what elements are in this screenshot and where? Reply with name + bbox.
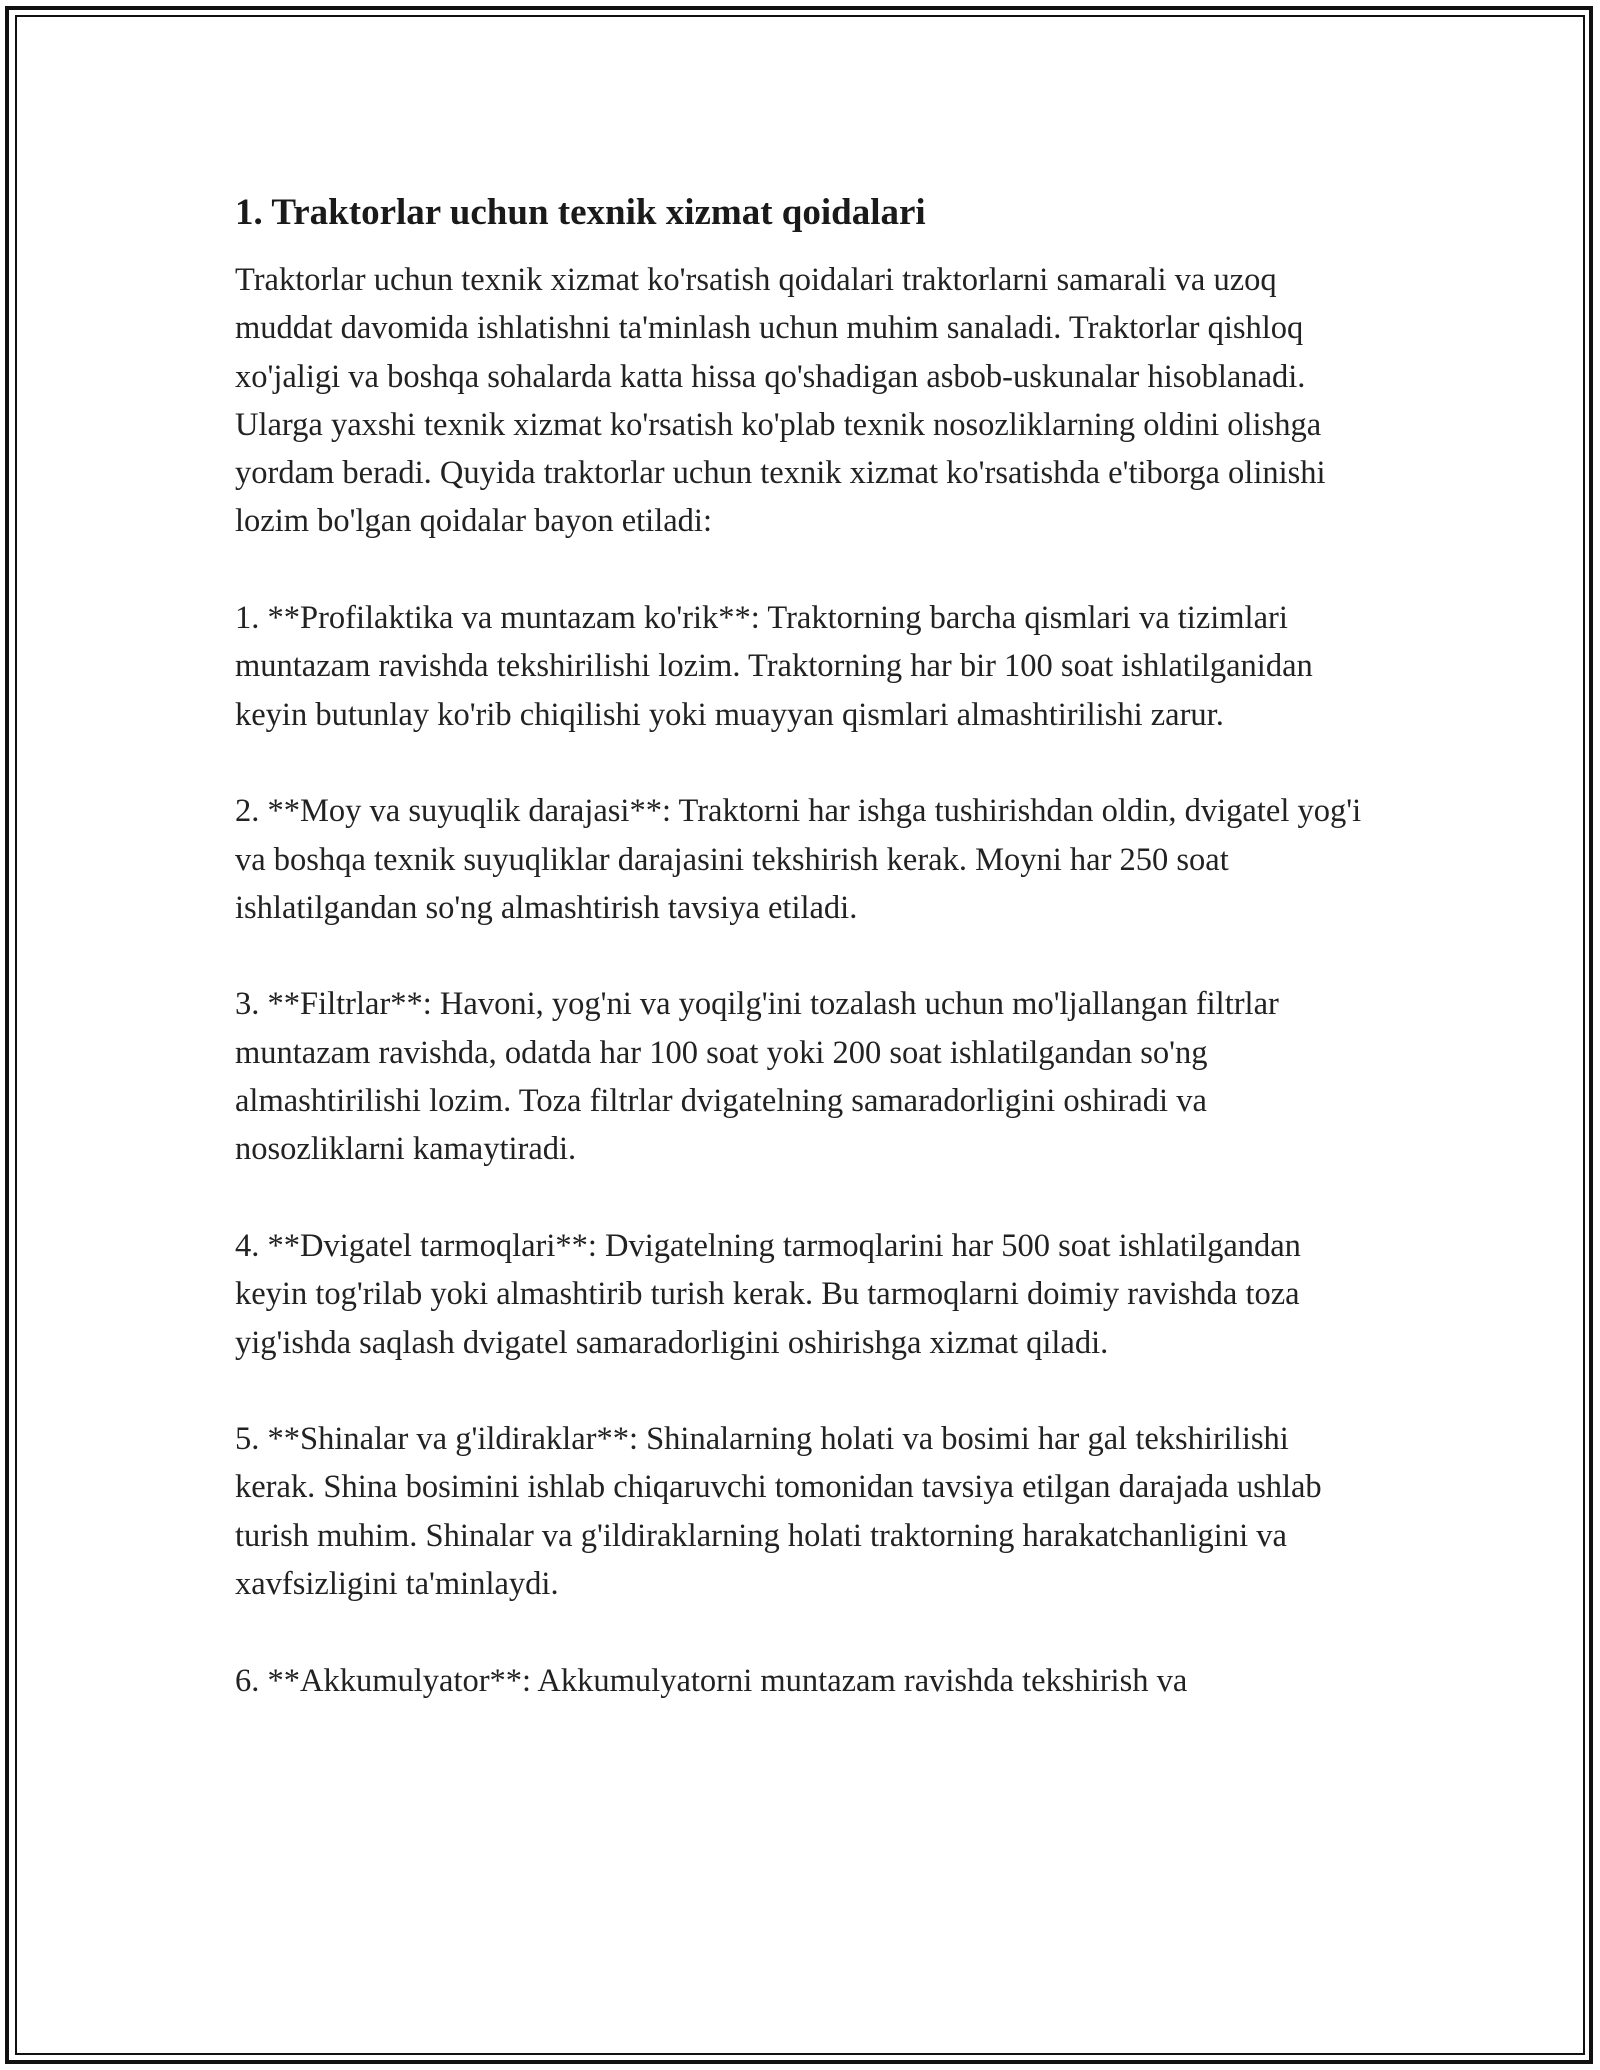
rule-item-4: 4. **Dvigatel tarmoqlari**: Dvigatelning tarmoqlarini har 500 soat ishlatilgandan keyin tog'rilab yoki almashtirib turish kerak. Bu tarmoqlarni doimiy ravishda toza yig'ishda saqlash dvigatel samaradorligini oshirishga xizmat qiladi. [235, 1227, 1301, 1361]
rule-item-2: 2. **Moy va suyuqlik darajasi**: Traktorni har ishga tushirishdan oldin, dvigatel yog'i va boshqa texnik suyuqliklar darajasini tekshirish kerak. Moyni har 250 soat ishlatilgandan so'ng almashtirish tavsiya etiladi. [235, 793, 1362, 926]
rule-item-3: 3. **Filtrlar**: Havoni, yog'ni va yoqilg'ini tozalash uchun mo'ljallangan filtrlar muntazam ravishda, odatda har 100 soat yoki 200 soat ishlatilgandan so'ng almashtirilishi lozim. Toza filtrlar dvigatelning samaradorligini oshiradi va nosozliklarni kamaytiradi. [235, 986, 1279, 1168]
document-body [235, 188, 1375, 1705]
document-title: 1. Traktorlar uchun texnik xizmat qoidalari [235, 192, 926, 233]
rule-item-6: 6. **Akkumulyator**: Akkumulyatorni muntazam ravishda tekshirish va [235, 1662, 1188, 1699]
rule-item-5: 5. **Shinalar va g'ildiraklar**: Shinalarning holati va bosimi har gal tekshirilishi kerak. Shina bosimini ishlab chiqaruvchi tomonidan tavsiya etilgan darajada ushlab turish muhim. Shinalar va g'ildiraklarning holati traktorning harakatchanligini va xavfsizligini ta'minlaydi. [235, 1421, 1322, 1603]
rule-item-1: 1. **Profilaktika va muntazam ko'rik**: Traktorning barcha qismlari va tizimlari muntazam ravishda tekshirilishi lozim. Traktorning har bir 100 soat ishlatilganidan keyin butunlay ko'rib chiqilishi yoki muayyan qismlari almashtirilishi zarur. [235, 600, 1313, 733]
intro-paragraph: Traktorlar uchun texnik xizmat ko'rsatish qoidalari traktorlarni samarali va uzoq muddat davomida ishlatishni ta'minlash uchun muhim sanaladi. Traktorlar qishloq xo'jaligi va boshqa sohalarda katta hissa qo'shadigan asbob-uskunalar hisoblanadi. Ularga yaxshi texnik xizmat ko'rsatish ko'plab texnik nosozliklarning oldini olishga yordam beradi. Quyida traktorlar uchun texnik xizmat ko'rsatishda e'tiborga olinishi lozim bo'lgan qoidalar bayon etiladi: [235, 262, 1326, 540]
